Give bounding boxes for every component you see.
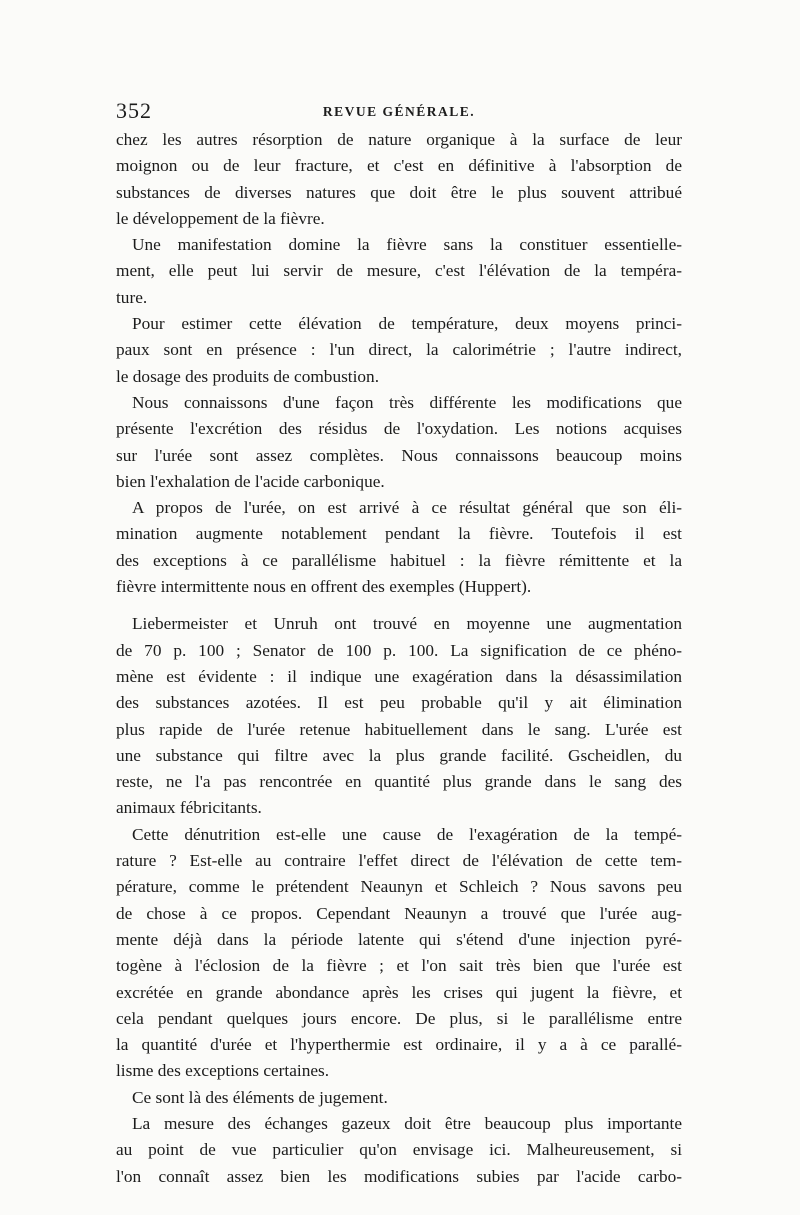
text-line: des exceptions à ce parallélisme habituel : la fièvre rémittente et la [116,550,682,570]
paragraph [116,611,682,821]
text-line: La mesure des échanges gazeux doit être beaucoup plus importante [132,1113,682,1133]
text-line: Liebermeister et Unruh ont trouvé en moyenne une augmentation [132,614,682,634]
text-line: cela pendant quelques jours encore. De plus, si le parallélisme entre [116,1008,682,1028]
text-line: une substance qui filtre avec la plus grande facilité. Gscheidlen, du [116,745,682,765]
text-line: des substances azotées. Il est peu probable qu'il y ait élimination [116,693,682,713]
text-line: présente l'excrétion des résidus de l'oxydation. Les notions acquises [116,419,682,439]
text-line: lisme des exceptions certaines. [116,1061,330,1081]
text-line: reste, ne l'a pas rencontrée en quantité plus grande dans le sang des [116,772,682,792]
paragraph [116,495,682,600]
paragraph [116,1085,682,1111]
text-line: de chose à ce propos. Cependant Neaunyn a trouvé que l'urée aug- [116,903,682,923]
text-line: Nous connaissons d'une façon très différente les modifications que [132,392,682,412]
text-line: mène est évidente : il indique une exagération dans la désassimilation [116,666,682,686]
text-line: chez les autres résorption de nature organique à la surface de leur [116,130,682,149]
page-number: 352 [116,98,152,123]
text-line: substances de diverses natures que doit être le plus souvent attribué [116,182,682,202]
body-text [116,127,682,1190]
text-line: Ce sont là des éléments de jugement. [132,1087,388,1107]
text-line: au point de vue particulier qu'on envisage ici. Malheureusement, si [116,1140,682,1160]
text-line: la quantité d'urée et l'hyperthermie est ordinaire, il y a à ce parallé- [116,1035,682,1055]
text-line: paux sont en présence : l'un direct, la calorimétrie ; l'autre indirect, [116,340,682,360]
text-line: excrétée en grande abondance après les crises qui jugent la fièvre, et [116,982,682,1002]
text-line: mination augmente notablement pendant la fièvre. Toutefois il est [116,524,682,544]
text-line: togène à l'éclosion de la fièvre ; et l'on sait très bien que l'urée est [116,956,682,976]
text-line: sur l'urée sont assez complètes. Nous connaissons beaucoup moins [116,445,682,465]
paragraph [116,232,682,311]
text-line: pérature, comme le prétendent Neaunyn et Schleich ? Nous savons peu [116,877,682,897]
text-line: A propos de l'urée, on est arrivé à ce résultat général que son éli- [132,498,682,518]
text-line: de 70 p. 100 ; Senator de 100 p. 100. La signification de ce phéno- [116,640,682,660]
running-title: REVUE GÉNÉRALE. [322,104,476,119]
page-header [116,98,682,124]
paragraph [116,127,682,232]
text-line: Cette dénutrition est-elle une cause de l'exagération de la tempé- [132,824,682,844]
text-line: fièvre intermittente nous en offrent des exemples (Huppert). [116,577,532,597]
text-line: ture. [116,287,148,307]
text-line: moignon ou de leur fracture, et c'est en définitive à l'absorption de [116,156,682,176]
text-line: animaux fébricitants. [116,798,262,818]
text-line: le développement de la fièvre. [116,208,325,228]
paragraph [116,1111,682,1190]
paragraph [116,311,682,390]
text-line: rature ? Est-elle au contraire l'effet direct de l'élévation de cette tem- [116,851,682,871]
paragraph-gap [116,600,682,611]
text-line: plus rapide de l'urée retenue habituellement dans le sang. L'urée est [116,719,682,739]
text-line: ment, elle peut lui servir de mesure, c'est l'élévation de la tempéra- [116,261,682,281]
text-line: bien l'exhalation de l'acide carbonique. [116,471,385,491]
text-line: le dosage des produits de combustion. [116,366,380,386]
paragraph [116,390,682,495]
text-line: Une manifestation domine la fièvre sans la constituer essentielle- [132,235,682,255]
paragraph [116,822,682,1085]
text-line: mente déjà dans la période latente qui s'étend d'une injection pyré- [116,929,682,949]
text-line: Pour estimer cette élévation de température, deux moyens princi- [132,314,682,334]
text-line: l'on connaît assez bien les modifications subies par l'acide carbo- [116,1166,682,1186]
